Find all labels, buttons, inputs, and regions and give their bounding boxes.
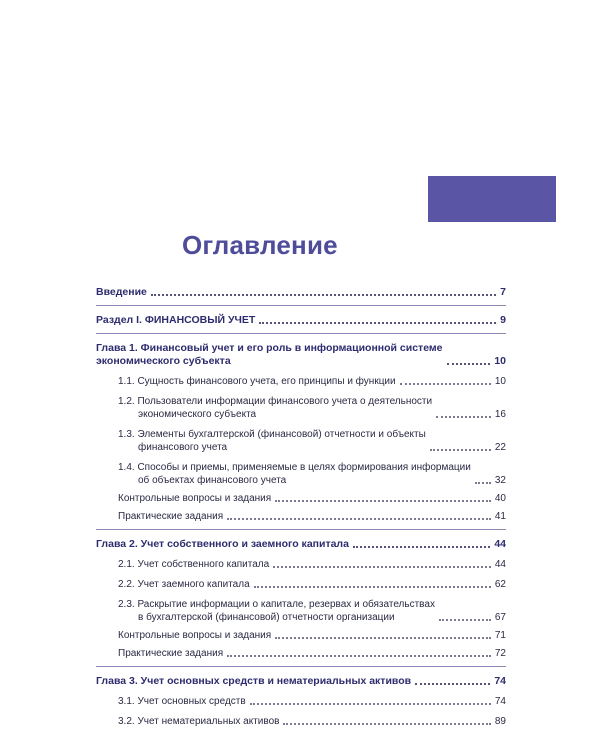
toc-entry-practical-tasks-2[interactable]: [118, 647, 506, 660]
toc-entry-label: Глава 1. Финансовый учет и его роль в информационной системе: [96, 342, 443, 354]
dot-leader: [227, 518, 491, 520]
toc-page-number: 32: [494, 475, 506, 486]
toc-entry-label-continued: экономического субъекта: [138, 409, 257, 420]
toc-page-number: 7: [500, 286, 506, 298]
toc-entry-2-1[interactable]: [118, 558, 506, 571]
toc-page-number: 72: [494, 648, 506, 659]
page-title: Оглавление: [182, 230, 338, 260]
toc-page-number: 89: [494, 716, 506, 727]
toc-entry-1-4[interactable]: [118, 461, 506, 487]
toc-entry-label-continued: в бухгалтерской (финансовой) отчетности организации: [138, 612, 395, 623]
dot-leader: [250, 703, 491, 705]
toc-entry-label: 1.4. Способы и приемы, применяемые в целях формирования информации: [118, 462, 471, 473]
toc-page-number: 41: [494, 511, 506, 522]
toc-entry-label: Глава 2. Учет собственного и заемного капитала: [96, 538, 349, 550]
toc-entry-label: Практические задания: [118, 511, 224, 522]
toc-entry-label: 2.1. Учет собственного капитала: [118, 559, 270, 570]
toc-entry-3-2[interactable]: [118, 715, 506, 728]
toc-page-number: 22: [494, 442, 506, 453]
divider: [96, 529, 506, 530]
dot-leader: [275, 500, 491, 502]
dot-leader: [436, 416, 491, 418]
toc-entry-3-1[interactable]: [118, 695, 506, 708]
toc-entry-label: 1.2. Пользователи информации финансового учета о деятельности: [118, 396, 433, 407]
divider: [96, 666, 506, 667]
toc-entry-1-3[interactable]: [118, 428, 506, 454]
dot-leader: [151, 294, 496, 296]
toc-entry-label: Контрольные вопросы и задания: [118, 493, 272, 504]
toc-entry-introduction[interactable]: [96, 286, 506, 299]
toc-entry-label-continued: об объектах финансового учета: [138, 475, 287, 486]
toc-entry-label: 3.1. Учет основных средств: [118, 696, 246, 707]
toc-entry-label: Глава 3. Учет основных средств и нематериальных активов: [96, 675, 412, 687]
dot-leader: [254, 586, 491, 588]
toc-entry-label: Раздел I. ФИНАНСОВЫЙ УЧЕТ: [96, 314, 256, 326]
toc-entry-label: 2.2. Учет заемного капитала: [118, 579, 250, 590]
toc-entry-label: 1.3. Элементы бухгалтерской (финансовой) отчетности и объекты: [118, 429, 426, 440]
toc-entry-review-questions-2[interactable]: [118, 629, 506, 642]
toc-page-number: 10: [494, 376, 506, 387]
dot-leader: [283, 723, 490, 725]
dot-leader: [447, 363, 491, 365]
dot-leader: [430, 449, 491, 451]
dot-leader: [400, 383, 491, 385]
toc-entry-label: Контрольные вопросы и задания: [118, 630, 272, 641]
toc-entry-label: Введение: [96, 286, 147, 298]
toc-page-number: 67: [494, 612, 506, 623]
divider: [96, 305, 506, 306]
toc-page-number: 71: [494, 630, 506, 641]
toc-entry-chapter-1[interactable]: [96, 342, 506, 368]
toc-entry-2-3[interactable]: [118, 598, 506, 624]
toc-entry-2-2[interactable]: [118, 578, 506, 591]
toc-page-number: 9: [500, 314, 506, 326]
dot-leader: [259, 322, 496, 324]
toc-page-number: 40: [494, 493, 506, 504]
toc-page-number: 74: [494, 696, 506, 707]
toc-entry-section-1[interactable]: [96, 314, 506, 327]
toc-page-number: 10: [494, 355, 506, 367]
divider: [96, 333, 506, 334]
toc-entry-1-1[interactable]: [118, 375, 506, 388]
table-of-contents: [96, 286, 506, 728]
dot-leader: [475, 482, 491, 484]
toc-entry-chapter-2[interactable]: [96, 538, 506, 551]
toc-page-number: 62: [494, 579, 506, 590]
toc-entry-label: 3.2. Учет нематериальных активов: [118, 716, 280, 727]
dot-leader: [273, 566, 491, 568]
dot-leader: [415, 683, 490, 685]
toc-entry-label-continued: экономического субъекта: [96, 355, 231, 367]
toc-page-number: 74: [494, 675, 506, 687]
toc-entry-label-continued: финансового учета: [138, 442, 228, 453]
toc-entry-review-questions-1[interactable]: [118, 492, 506, 505]
toc-page-number: 44: [494, 559, 506, 570]
toc-entry-label: Практические задания: [118, 648, 224, 659]
accent-block: [428, 176, 556, 222]
toc-entry-label: 1.1. Сущность финансового учета, его принципы и функции: [118, 376, 396, 387]
toc-entry-practical-tasks-1[interactable]: [118, 510, 506, 523]
toc-entry-label: 2.3. Раскрытие информации о капитале, резервах и обязательствах: [118, 599, 435, 610]
dot-leader: [353, 546, 490, 548]
dot-leader: [275, 637, 491, 639]
toc-entry-chapter-3[interactable]: [96, 675, 506, 688]
toc-page-number: 16: [494, 409, 506, 420]
toc-page-number: 44: [494, 538, 506, 550]
dot-leader: [227, 655, 491, 657]
dot-leader: [439, 619, 491, 621]
toc-entry-1-2[interactable]: [118, 395, 506, 421]
